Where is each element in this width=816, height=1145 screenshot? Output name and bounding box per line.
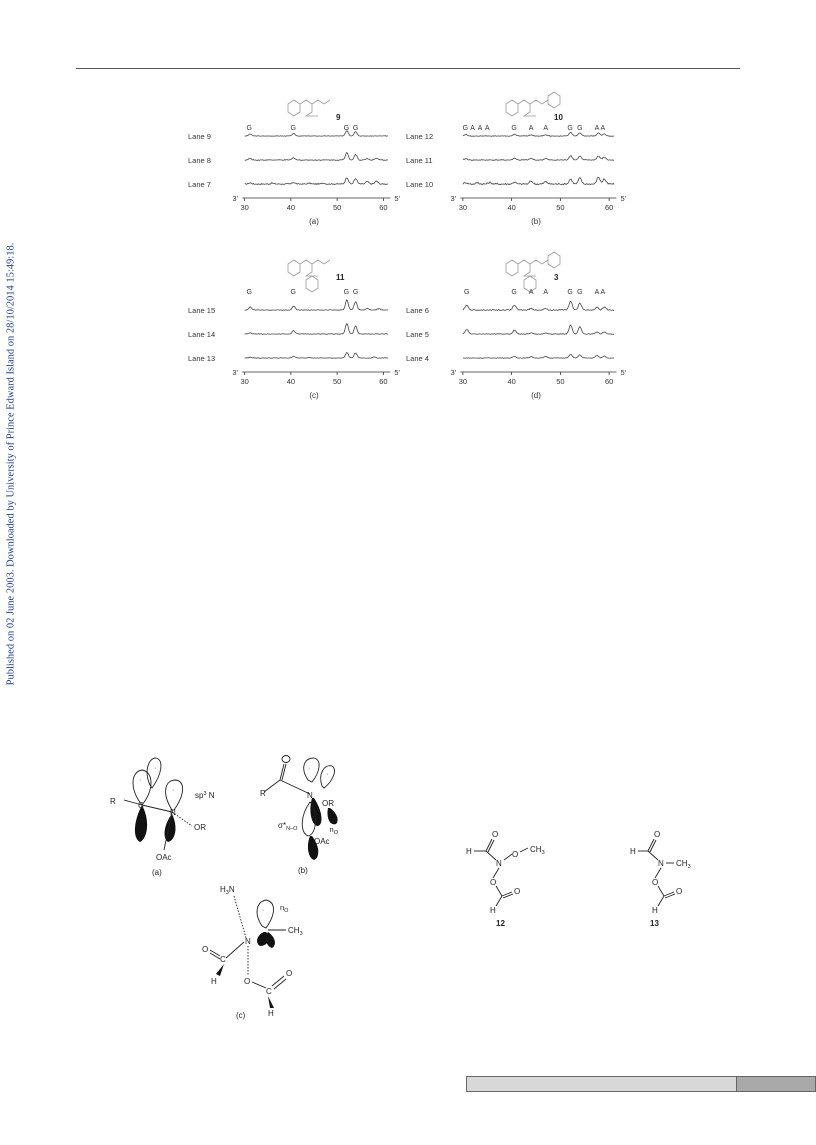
lane-trace xyxy=(463,355,614,359)
bond xyxy=(496,886,502,896)
compound-structure-thumb xyxy=(506,252,560,292)
axis-end-label: 5' xyxy=(394,368,400,377)
acyloxy-bond xyxy=(306,104,318,116)
orbital-lobe xyxy=(166,780,183,810)
orbital-lobe xyxy=(133,770,151,805)
atom-label: O xyxy=(676,887,683,896)
lane-trace xyxy=(463,133,614,137)
band-marker: A xyxy=(543,289,549,296)
orbital-lobe-filled xyxy=(266,932,275,948)
panel-caption: (b) xyxy=(531,217,541,226)
lane-label: Lane 15 xyxy=(188,306,216,315)
atom-label: H xyxy=(268,1009,274,1018)
axis-end-label: 3' xyxy=(450,194,457,203)
panel-caption: (c) xyxy=(309,391,319,400)
n-label-c: $n_O$ xyxy=(280,903,289,914)
orbital-dot: · xyxy=(172,787,175,794)
axis-end-label: 3' xyxy=(450,368,457,377)
x-tick-label: 40 xyxy=(507,203,516,212)
acyloxy-bond xyxy=(524,104,536,116)
lane-label: Lane 12 xyxy=(406,132,434,141)
bond xyxy=(648,851,658,860)
orbital-dot: · xyxy=(139,777,142,784)
atom-label: H xyxy=(652,906,658,915)
bond xyxy=(252,982,266,988)
atom-label: OAc xyxy=(156,853,172,862)
compound-number: 9 xyxy=(336,113,341,122)
x-tick-label: 40 xyxy=(507,377,516,386)
orbital-diagram xyxy=(100,750,340,1080)
lane-trace xyxy=(245,324,388,335)
orbital-dot: · xyxy=(308,765,311,772)
lane-trace xyxy=(245,153,388,161)
atom-O xyxy=(282,756,290,763)
trace-panel-b xyxy=(404,86,626,232)
bond xyxy=(280,780,310,794)
lane-label: Lane 10 xyxy=(406,180,434,189)
band-marker: A xyxy=(594,125,600,132)
compound-number: 11 xyxy=(336,273,345,282)
axis-end-label: 3' xyxy=(232,368,238,377)
benzene-ring xyxy=(288,260,300,276)
bond xyxy=(280,764,284,780)
caption-b: (b) xyxy=(298,866,308,875)
bond xyxy=(493,868,499,878)
x-tick-label: 60 xyxy=(379,203,388,212)
compound-number: 13 xyxy=(650,919,659,928)
band-marker: A xyxy=(528,125,534,132)
atom-label: O xyxy=(654,830,661,839)
x-tick-label: 30 xyxy=(458,203,468,212)
compound-number: 3 xyxy=(554,273,559,282)
atom-label: O xyxy=(492,830,499,839)
lane-trace xyxy=(463,156,614,161)
chain-bond xyxy=(518,260,548,264)
benzene-ring xyxy=(506,260,518,276)
bond xyxy=(274,979,286,989)
chain-bond xyxy=(300,260,330,264)
ch3-label: $CH_3$ xyxy=(530,845,545,856)
n-label: $n_O$ xyxy=(329,825,338,836)
band-marker: G xyxy=(246,289,252,296)
atom-label: H xyxy=(630,847,636,856)
atom-label: N xyxy=(496,859,502,868)
band-marker: G xyxy=(343,289,350,296)
atom-label: O xyxy=(202,945,209,954)
bond xyxy=(655,868,661,878)
axis-end-label: 5' xyxy=(620,194,627,203)
benzene-ring xyxy=(288,100,300,116)
acyloxy-bond xyxy=(524,264,536,276)
panel-caption: (d) xyxy=(531,391,541,400)
atom-label: R xyxy=(260,789,266,798)
band-marker: G xyxy=(577,289,583,296)
x-tick-label: 60 xyxy=(379,377,388,386)
atom-label: N xyxy=(307,791,313,800)
header-rule xyxy=(76,68,740,69)
band-marker: G xyxy=(290,125,296,132)
bond xyxy=(234,896,246,938)
x-tick-label: 60 xyxy=(604,377,614,386)
trace-panel-d xyxy=(404,244,626,402)
band-marker: G xyxy=(290,289,296,296)
bond xyxy=(658,886,664,896)
trace-panel-c-svg xyxy=(186,244,400,402)
band-marker: A xyxy=(600,289,606,296)
band-marker: A xyxy=(484,125,490,132)
band-marker: G xyxy=(352,289,359,296)
atom-label: C xyxy=(138,801,144,810)
caption-c: (c) xyxy=(236,1011,246,1020)
atom-label: OAc xyxy=(314,837,330,846)
orbital-dot: · xyxy=(262,907,265,914)
compound-number: 12 xyxy=(496,919,505,928)
bond xyxy=(658,896,664,906)
caption-a: (a) xyxy=(152,868,162,877)
axis-end-label: 5' xyxy=(620,368,627,377)
band-marker: G xyxy=(511,125,517,132)
band-marker: G xyxy=(462,125,469,132)
atom-label: OR xyxy=(322,799,334,808)
bond xyxy=(496,896,502,906)
lane-trace xyxy=(245,178,388,185)
lane-label: Lane 7 xyxy=(188,180,211,189)
chain-bond xyxy=(300,100,330,104)
x-tick-label: 30 xyxy=(240,203,249,212)
orbital-dot: · xyxy=(154,765,157,772)
orbital-b xyxy=(260,756,339,876)
h3n-label: $H_3N$ xyxy=(220,885,235,896)
atom-label: O xyxy=(512,850,519,859)
footer-bar-page-box xyxy=(736,1077,815,1091)
wedge-bond xyxy=(268,996,274,1008)
band-marker: G xyxy=(352,125,359,132)
structure-12 xyxy=(460,826,580,930)
bond xyxy=(272,976,284,986)
sigma-label: $\sigma*_{N-O}$ xyxy=(278,821,298,832)
lane-label: Lane 8 xyxy=(188,156,211,165)
benzene-ring xyxy=(548,92,560,108)
band-marker: G xyxy=(343,125,350,132)
orbital-lobe-filled xyxy=(310,798,321,826)
atom-label: O xyxy=(490,878,497,887)
axis-end-label: 3' xyxy=(232,194,238,203)
lane-label: Lane 13 xyxy=(188,354,216,363)
band-marker: A xyxy=(594,289,600,296)
atom-label: C xyxy=(266,987,272,996)
band-marker: A xyxy=(470,125,475,132)
panel-caption: (a) xyxy=(309,217,319,226)
trace-panel-a-svg xyxy=(186,86,400,232)
atom-label: C xyxy=(220,955,226,964)
atom-label: O xyxy=(244,977,251,986)
atom-label: N xyxy=(245,937,251,946)
atom-label: O xyxy=(514,887,521,896)
bond xyxy=(282,764,286,780)
atom-label: OR xyxy=(194,823,206,832)
band-marker: G xyxy=(567,125,573,132)
lane-trace xyxy=(245,300,388,310)
wedge-bond xyxy=(216,964,224,976)
trace-panel-c xyxy=(186,244,400,402)
benzene-ring xyxy=(548,252,560,268)
trace-panel-a xyxy=(186,86,400,232)
band-marker: A xyxy=(477,125,483,132)
atom-label: N xyxy=(658,859,664,868)
atom-label: N xyxy=(170,808,176,817)
acyloxy-bond xyxy=(306,264,318,276)
orbital-c xyxy=(202,885,303,1020)
orbital-lobe-filled xyxy=(327,808,337,824)
atom-label: H xyxy=(466,847,472,856)
orbital-lobe xyxy=(304,758,319,782)
ch3-label: $CH_3$ xyxy=(288,926,303,937)
compound-structure-thumb xyxy=(288,260,330,292)
x-tick-label: 60 xyxy=(604,203,614,212)
lane-label: Lane 9 xyxy=(188,132,211,141)
band-marker: G xyxy=(246,125,252,132)
orbital-dot: · xyxy=(326,771,329,778)
atom-label: H xyxy=(490,906,496,915)
trace-panel-d-svg xyxy=(404,244,626,402)
lane-trace xyxy=(245,131,388,137)
compound-number: 10 xyxy=(554,113,563,122)
band-marker: G xyxy=(464,289,470,296)
bond xyxy=(520,848,528,852)
trace-panel-b-svg xyxy=(404,86,626,232)
orbital-lobe xyxy=(257,900,273,928)
band-marker: A xyxy=(600,125,606,132)
bond xyxy=(210,950,220,956)
x-tick-label: 50 xyxy=(332,377,342,386)
band-marker: A xyxy=(543,125,549,132)
publication-notice: Published on 02 June 2003. Downloaded by University of Prince Edward Island on 28/10/2014 15:49:18. xyxy=(5,242,17,686)
orbital-lobe-filled xyxy=(135,805,147,842)
atom-label: H xyxy=(211,977,217,986)
atom-label: R xyxy=(110,797,116,806)
lane-label: Lane 14 xyxy=(188,330,216,339)
band-marker: G xyxy=(567,289,573,296)
orbital-lobe xyxy=(147,758,161,788)
compound-structure-thumb xyxy=(288,100,330,116)
structure-13 xyxy=(624,826,734,930)
x-tick-label: 50 xyxy=(556,203,565,212)
bond xyxy=(264,780,280,792)
sp3-label: $sp^3$ N xyxy=(195,791,215,800)
lane-trace xyxy=(463,325,614,334)
orbital-a xyxy=(110,758,215,877)
band-marker: A xyxy=(528,289,534,296)
lane-label: Lane 5 xyxy=(406,330,429,339)
atom-label: O xyxy=(286,969,293,978)
bond xyxy=(486,851,496,860)
lane-label: Lane 4 xyxy=(406,354,429,363)
compound-structure-thumb xyxy=(506,92,560,116)
bond xyxy=(142,805,172,812)
lane-trace xyxy=(245,353,388,359)
x-tick-label: 30 xyxy=(458,377,468,386)
lane-label: Lane 11 xyxy=(406,156,433,165)
band-marker: G xyxy=(511,289,517,296)
publication-sidebar xyxy=(4,236,18,692)
axis-end-label: 5' xyxy=(394,194,400,203)
footer-bar xyxy=(466,1076,816,1092)
benzene-ring xyxy=(506,100,518,116)
band-marker: G xyxy=(577,125,583,132)
lane-trace xyxy=(463,177,614,185)
bond xyxy=(504,854,512,860)
benzene-ring xyxy=(306,276,318,292)
ch3-label: $CH_3$ xyxy=(676,859,691,870)
bond xyxy=(210,953,220,959)
bond xyxy=(226,942,244,958)
x-tick-label: 40 xyxy=(286,377,296,386)
x-tick-label: 40 xyxy=(286,203,296,212)
lane-trace xyxy=(463,301,614,310)
lane-label: Lane 6 xyxy=(406,306,429,315)
x-tick-label: 50 xyxy=(332,203,342,212)
x-tick-label: 30 xyxy=(240,377,249,386)
x-tick-label: 50 xyxy=(556,377,565,386)
atom-label: O xyxy=(652,878,659,887)
chain-bond xyxy=(518,100,548,104)
